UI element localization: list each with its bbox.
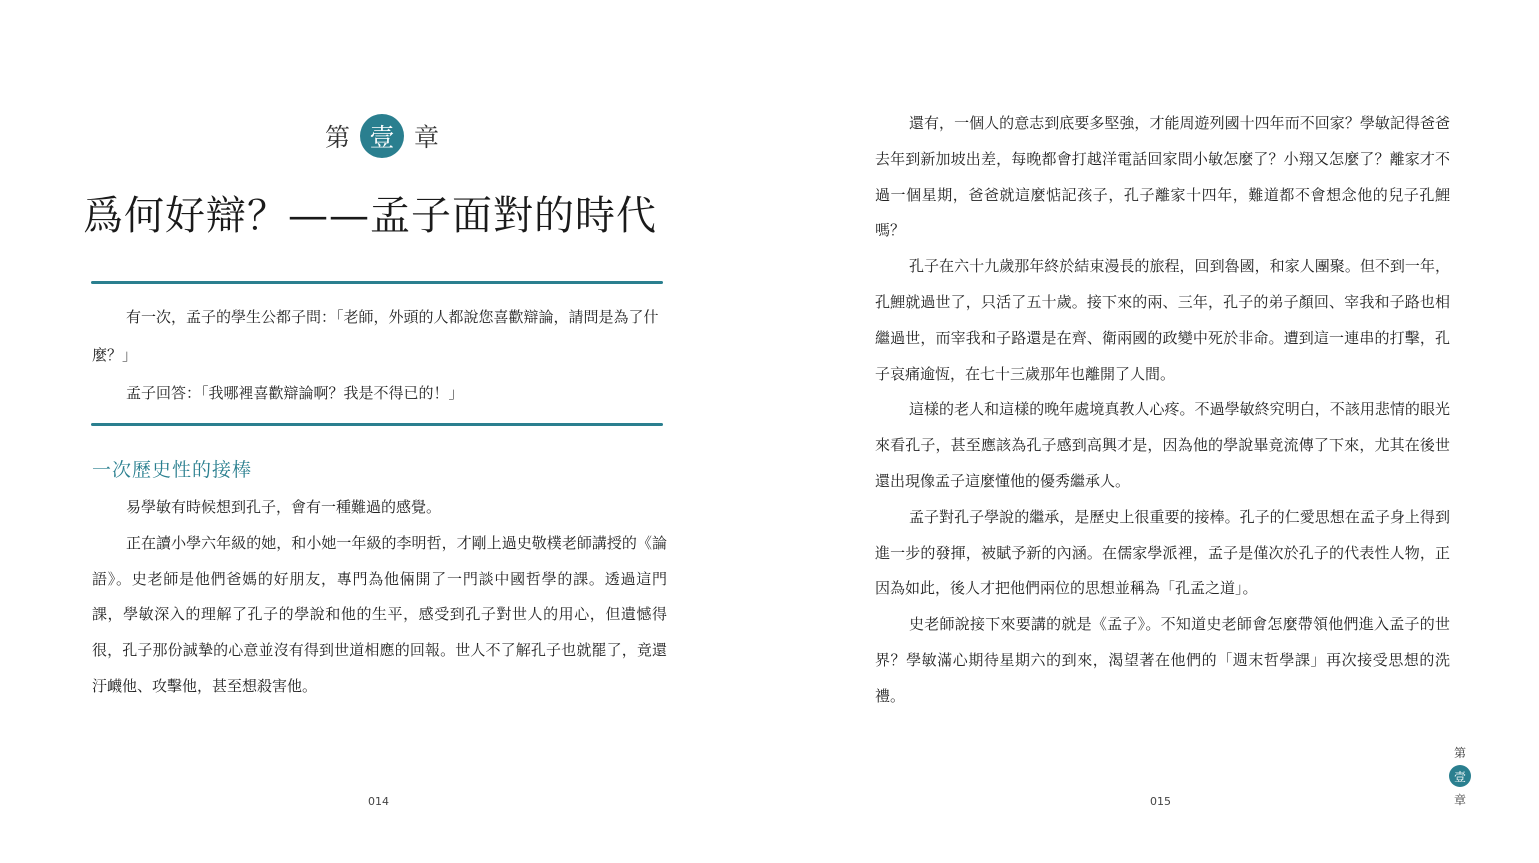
side-tab-prefix: 第 xyxy=(1453,746,1466,760)
chapter-side-tab xyxy=(1450,744,1470,808)
side-tab-suffix: 章 xyxy=(1453,793,1466,807)
chapter-number-badge: 壹 xyxy=(360,114,404,158)
chapter-label xyxy=(325,113,439,159)
opening-quote xyxy=(92,298,664,412)
chapter-suffix: 章 xyxy=(414,123,440,152)
body-paragraph: 孟子對孔子學說的繼承，是歷史上很重要的接棒。孔子的仁愛思想在孟子身上得到進一步的發揮，被賦予新的內涵。在儒家學派裡，孟子是僅次於孔子的代表性人物，正因為如此，後人才把他們兩位的思想並稱為「孔孟之道」。 xyxy=(875,507,1450,598)
body-paragraph: 易學敏有時候想到孔子，會有一種難過的感覺。 xyxy=(126,498,442,516)
right-body-text xyxy=(875,106,1450,715)
page-number-right: 015 xyxy=(1150,795,1171,808)
page-number-left: 014 xyxy=(368,795,389,808)
side-tab-number-badge: 壹 xyxy=(1449,765,1471,787)
body-paragraph: 正在讀小學六年級的她，和小她一年級的李明哲，才剛上過史敬樸老師講授的《論語》。史老師是他們爸媽的好朋友，專門為他倆開了一門談中國哲學的課。透過這門課，學敏深入的理解了孔子的學說和他的生平，感受到孔子對世人的用心，但遺憾得很，孔子那份誠摯的心意並沒有得到世道相應的回報。世人不了解孔子也就罷了，竟還汙衊他、攻擊他，甚至想殺害他。 xyxy=(92,533,667,695)
body-paragraph: 孔子在六十九歲那年終於結束漫長的旅程，回到魯國，和家人團聚。但不到一年，孔鯉就過世了，只活了五十歲。接下來的兩、三年，孔子的弟子顏回、宰我和子路也相繼過世，而宰我和子路還是在齊、衛兩國的政變中死於非命。遭到這一連串的打擊，孔子哀痛逾恆，在七十三歲那年也離開了人間。 xyxy=(875,257,1450,383)
body-paragraph: 這樣的老人和這樣的晚年處境真教人心疼。不過學敏終究明白，不該用悲情的眼光來看孔子，甚至應該為孔子感到高興才是，因為他的學說畢竟流傳了下來，尤其在後世還出現像孟子這麼懂他的優秀繼承人。 xyxy=(875,400,1450,490)
chapter-title: 爲何好辯？——孟子面對的時代 xyxy=(83,193,657,239)
quote-divider-bottom xyxy=(91,423,663,426)
body-paragraph: 還有，一個人的意志到底要多堅強，才能周遊列國十四年而不回家？學敏記得爸爸去年到新加坡出差，每晚都會打越洋電話回家問小敏怎麼了？小翔又怎麼了？離家才不過一個星期，爸爸就這麼惦記孩子，孔子離家十四年，難道都不會想念他的兒子孔鯉嗎？ xyxy=(875,114,1450,240)
quote-paragraph: 有一次，孟子的學生公都子問：「老師，外頭的人都說您喜歡辯論，請問是為了什麼？」 xyxy=(92,308,659,364)
body-paragraph: 史老師說接下來要講的就是《孟子》。不知道史老師會怎麼帶領他們進入孟子的世界？學敏滿心期待星期六的到來，渴望著在他們的「週末哲學課」再次接受思想的洗禮。 xyxy=(875,615,1450,705)
section-heading: 一次歷史性的接棒 xyxy=(92,459,253,481)
quote-divider-top xyxy=(91,281,663,284)
chapter-prefix: 第 xyxy=(325,123,351,152)
left-body-text xyxy=(92,490,667,705)
right-page xyxy=(770,0,1539,863)
quote-paragraph: 孟子回答：「我哪裡喜歡辯論啊？我是不得已的！」 xyxy=(126,384,464,402)
